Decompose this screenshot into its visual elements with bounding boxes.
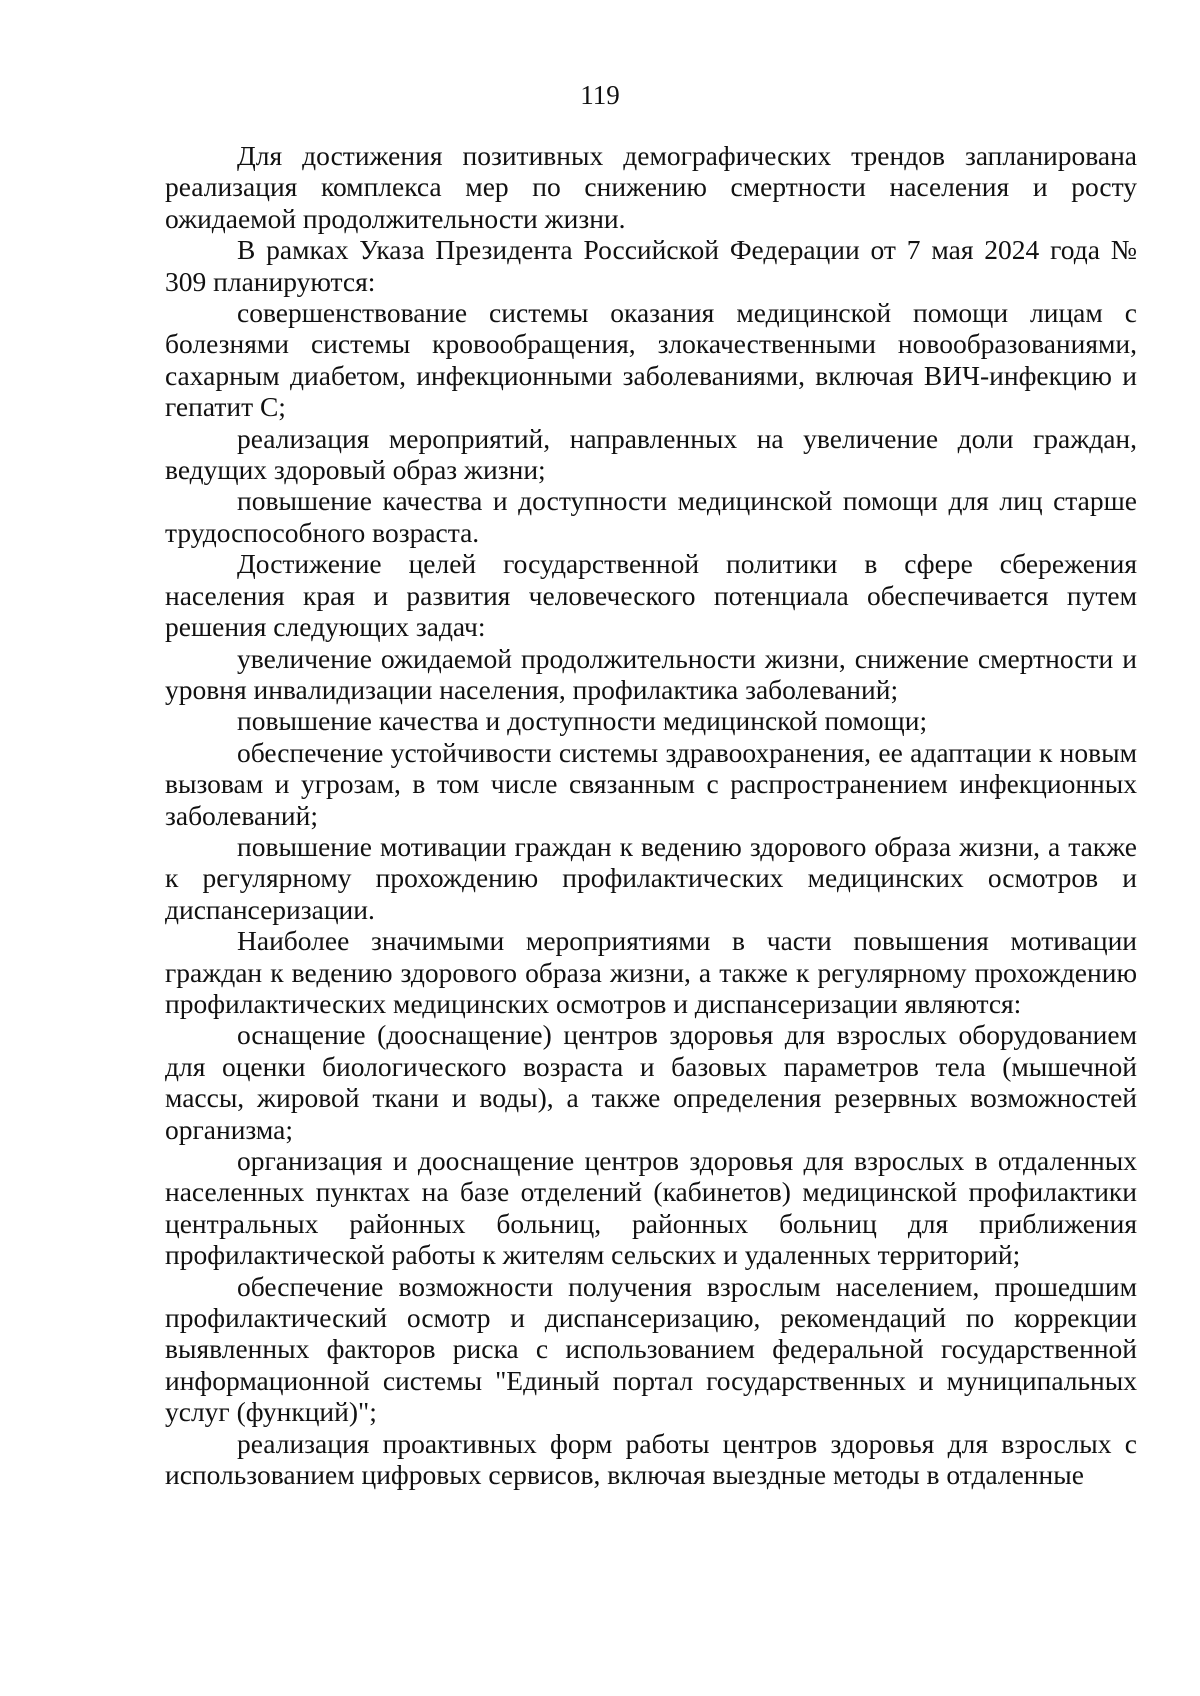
list-item: увеличение ожидаемой продолжительности жизни, снижение смертности и уровня инвалидизации населения, профилактика заболеваний; bbox=[165, 642, 1137, 705]
paragraph: Наиболее значимыми мероприятиями в части повышения мотивации граждан к ведению здорового образа жизни, а также к регулярному прохождению профилактических медицинских осмотров и диспансеризации являются: bbox=[165, 925, 1137, 1019]
list-item: повышение качества и доступности медицинской помощи; bbox=[237, 705, 928, 737]
list-item: совершенствование системы оказания медицинской помощи лицам с болезнями системы кровообращения, злокачественными новообразованиями, сахарным диабетом, инфекционными заболеваниями, включая ВИЧ-инфекцию и гепатит С; bbox=[165, 297, 1137, 423]
list-item: реализация мероприятий, направленных на увеличение доли граждан, ведущих здоровый образ жизни; bbox=[165, 422, 1137, 486]
paragraph: В рамках Указа Президента Российской Федерации от 7 мая 2024 года № 309 планируются: bbox=[165, 234, 1137, 297]
list-item: повышение качества и доступности медицинской помощи для лиц старше трудоспособного возраста. bbox=[165, 485, 1137, 548]
list-item: реализация проактивных форм работы центров здоровья для взрослых с использованием цифровых сервисов, включая выездные методы в отдаленные bbox=[165, 1427, 1137, 1491]
page-number: 119 bbox=[580, 80, 620, 110]
list-item: повышение мотивации граждан к ведению здорового образа жизни, а также к регулярному прохождению профилактических медицинских осмотров и диспансеризации. bbox=[165, 830, 1137, 925]
document-body bbox=[165, 140, 1137, 1490]
paragraph: Достижение целей государственной политики в сфере сбережения населения края и развития человеческого потенциала обеспечивается путем решения следующих задач: bbox=[165, 548, 1137, 643]
paragraph: Для достижения позитивных демографических трендов запланирована реализация комплекса мер по снижению смертности населения и росту ожидаемой продолжительности жизни. bbox=[165, 140, 1137, 234]
list-item: организация и дооснащение центров здоровья для взрослых в отдаленных населенных пунктах на базе отделений (кабинетов) медицинской профилактики центральных районных больниц, районных больниц для приближения профилактической работы к жителям сельских и удаленных территорий; bbox=[165, 1145, 1137, 1271]
list-item: обеспечение возможности получения взрослым населением, прошедшим профилактический осмотр и диспансеризацию, рекомендаций по коррекции выявленных факторов риска с использованием федеральной государственной информационной системы "Единый портал государственных и муниципальных услуг (функций)"; bbox=[165, 1270, 1137, 1428]
list-item: обеспечение устойчивости системы здравоохранения, ее адаптации к новым вызовам и угрозам, в том числе связанным с распространением инфекционных заболеваний; bbox=[165, 736, 1137, 831]
list-item: оснащение (дооснащение) центров здоровья для взрослых оборудованием для оценки биологического возраста и базовых параметров тела (мышечной массы, жировой ткани и воды), а также определения резервных возможностей организма; bbox=[165, 1019, 1137, 1145]
